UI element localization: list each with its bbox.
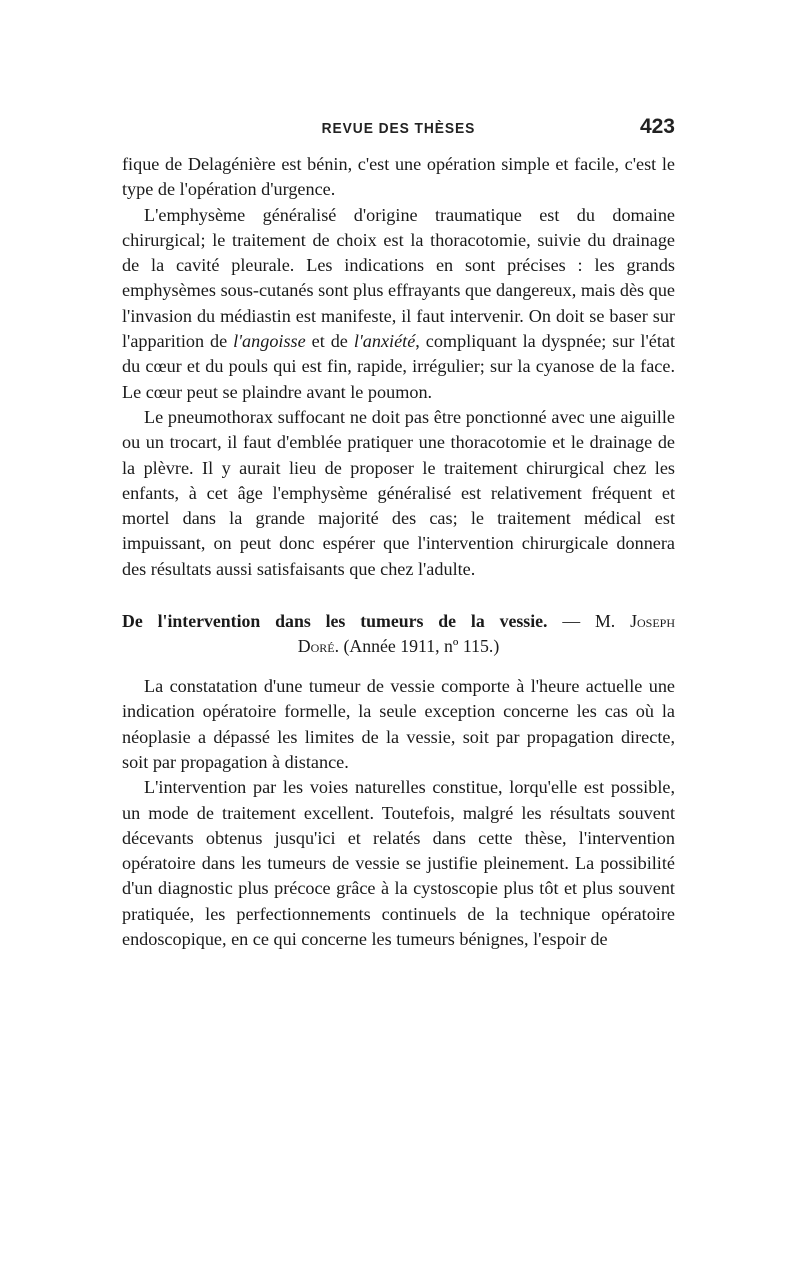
running-header: [122, 110, 675, 140]
section-author-prefix: — M.: [547, 611, 631, 632]
section-heading: [122, 609, 675, 659]
section-citation: . (Année 1911, nº 115.): [334, 636, 500, 657]
emphasis-anxiete: l'anxiété: [353, 331, 416, 352]
section-body: [122, 674, 675, 952]
body-text: [122, 152, 675, 582]
paragraph-text: et de: [305, 331, 354, 352]
section-author-first: Joseph: [630, 611, 676, 632]
section-heading-line: [122, 634, 675, 659]
section-title: De l'intervention dans les tumeurs de la vessie.: [122, 611, 548, 632]
paragraph-pneumothorax: Le pneumothorax suffocant ne doit pas être ponctionné avec une aiguille ou un trocart, il faut d'emblée pratiquer une thoracotomie et le drainage de la plèvre. Il y aurait lieu de proposer le traitement chirurgical chez les enfants, à cet âge l'emphysème généralisé est relativement fréquent et mortel dans la grande majorité des cas; le traitement médical est impuissant, on peut donc espérer que l'intervention chirurgicale donnera des résultats aussi satisfaisants que chez l'adulte.: [122, 406, 675, 579]
paragraph-constatation: La constatation d'une tumeur de vessie comporte à l'heure actuelle une indication opératoire formelle, la seule exception concerne les cas où la néoplasie a dépassé les limites de la vessie, soit par propagation directe, soit par propagation à distance.: [122, 676, 675, 772]
running-title: REVUE DES THÈSES: [321, 120, 476, 137]
paragraph-emphyseme: [122, 203, 675, 405]
emphasis-angoisse: l'angoisse: [233, 331, 306, 352]
paragraph-continuation: fique de Delagénière est bénin, c'est une opération simple et facile, c'est le type de l'opération d'urgence.: [122, 154, 675, 200]
paragraph-text: , compliquant la dyspnée; sur l'état du cœur et du pouls qui est fin, rapide, irrégulier; sur la cyanose de la face. Le cœur peut se plaindre avant le poumon.: [122, 331, 675, 402]
page-number: 423: [639, 115, 675, 138]
paragraph-text: L'emphysème généralisé d'origine traumatique est du domaine chirurgical; le traitement de choix est la thoracotomie, suivie du drainage de la cavité pleurale. Les indications en sont précises : les grands emphysèmes sous-cutanés sont plus effrayants que dangereux, mais dès que l'invasion du médiastin est manifeste, il faut intervenir. On doit se baser sur l'apparition de: [122, 204, 675, 352]
section-author-last: Doré: [297, 636, 335, 657]
section-heading-line: [122, 609, 675, 634]
document-page: [122, 110, 675, 952]
paragraph-intervention: L'intervention par les voies naturelles constitue, lorqu'elle est possible, un mode de traitement excellent. Toutefois, malgré les résultats souvent décevants obtenus jusqu'ici et relatés dans cette thèse, l'intervention opératoire dans les tumeurs de vessie se justifie pleinement. La possibilité d'un diagnostic plus précoce grâce à la cystoscopie plus tôt et plus souvent pratiquée, les perfectionnements continuels de la technique opératoire endoscopique, en ce qui concerne les tumeurs bénignes, l'espoir de: [122, 777, 675, 950]
